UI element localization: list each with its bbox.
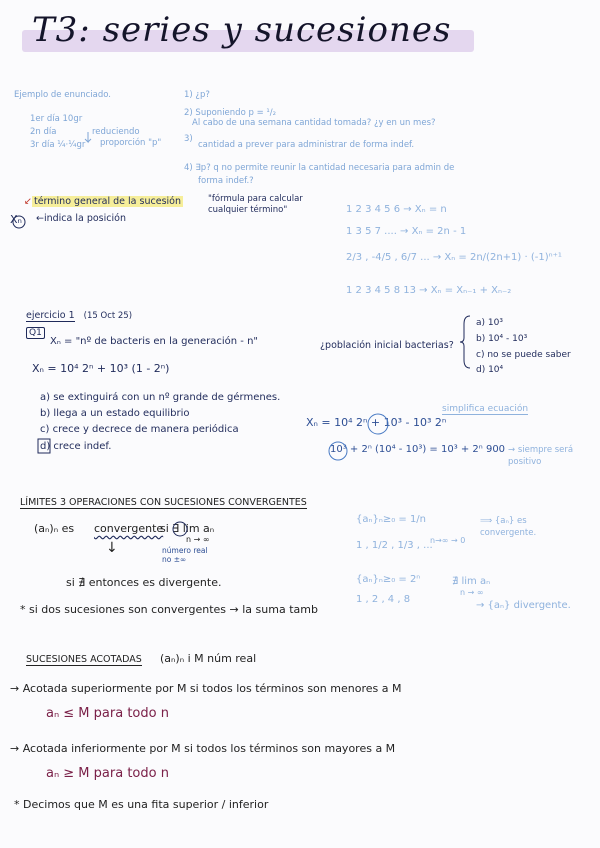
index-note: ←indica la posición (36, 213, 126, 224)
general-term-label: ↙ término general de la sucesión (24, 196, 181, 207)
index-note-text: indica la posición (43, 213, 126, 224)
example-day1: 1er día 10gr (30, 114, 83, 124)
side-example-1d: ⟹ {aₙ} es convergente. (480, 516, 537, 538)
formula-note: "fórmula para calcular cualquier término" (208, 194, 303, 215)
bounded-note: * Decimos que M es una fita superior / inferior (14, 798, 269, 811)
term-circle-1 (368, 414, 388, 434)
exercise-date: (15 Oct 25) (83, 311, 133, 321)
side-example-2e: → {aₙ} divergente. (476, 600, 571, 611)
side-example-1c: n→∞ → 0 (430, 536, 466, 545)
limits-divergent: si ∄ entonces es divergente. (66, 576, 222, 589)
xn-text: Xₙ (10, 213, 22, 226)
question-4a: 4) ∃p? q no permite reunir la cantidad necesaria para admin de (184, 163, 455, 173)
bounded-lower-formula: aₙ ≥ M para todo n (46, 766, 169, 781)
question-4b: forma indef.? (198, 176, 254, 186)
limits-convergent: convergente (94, 522, 164, 535)
example-day2: 2n día (30, 127, 57, 137)
limits-line1-a: (aₙ)ₙ es (34, 522, 75, 535)
bounded-definition: (aₙ)ₙ i M núm real (160, 652, 257, 665)
q1-label: Q1 (26, 327, 45, 339)
answer-a: a) se extinguirá con un nº grande de gérmenes. (40, 392, 281, 403)
exercise-formula: Xₙ = 10⁴ 2ⁿ + 10³ (1 - 2ⁿ) (32, 362, 170, 375)
question-1: 1) ¿p? (184, 90, 210, 100)
example-reducing: reduciendo (92, 127, 140, 137)
side-example-2b: 1 , 2 , 4 , 8 (356, 594, 411, 605)
bounded-heading-text: SUCESIONES ACOTADAS (26, 654, 142, 665)
side-example-2d: n → ∞ (460, 588, 484, 597)
example-heading: Ejemplo de enunciado. (14, 90, 112, 100)
answer-b: b) llega a un estado equilibrio (40, 408, 190, 419)
option-c: c) no se puede saber (476, 350, 571, 360)
limits-line1-b: si ∃ lim aₙ (160, 522, 215, 535)
example-day3: 3r día ¼·¼gr (30, 140, 86, 150)
limits-heading-text: LÍMITES 3 OPERACIONES CON SUCESIONES CONVERGENTES (20, 497, 307, 508)
side-example-1b: 1 , 1/2 , 1/3 , ... (356, 540, 433, 551)
exercise-title: ejercicio 1 (26, 310, 75, 321)
reducing-arrow-icon (85, 132, 91, 142)
bounded-lower: → Acotada inferiormente por M si todos los términos son mayores a M (10, 742, 396, 755)
term-circle-2 (329, 442, 347, 460)
exists-circle (173, 522, 187, 536)
limits-sum-note: * si dos sucesiones son convergentes → la suma tamb (20, 603, 318, 616)
question-3a: 3) (184, 134, 193, 144)
simplify-eq-1: Xₙ = 10⁴ 2ⁿ + 10³ - 10³ 2ⁿ (306, 416, 447, 429)
real-number-note: número real no ±∞ (162, 546, 208, 564)
example-proportion: proporción "p" (100, 138, 162, 148)
index-circle (13, 216, 25, 228)
options-brace (460, 316, 470, 368)
side-example-2a: {aₙ}ₙ≥₀ = 2ⁿ (356, 574, 421, 585)
question-2a: 2) Suponiendo p = ¹/₂ (184, 108, 277, 118)
exercise-description: Xₙ = "nº de bacteris en la generación - n" (50, 336, 259, 347)
side-example-1a: {aₙ}ₙ≥₀ = 1/n (356, 514, 427, 525)
bounded-upper-formula: aₙ ≤ M para todo n (46, 706, 169, 721)
always-positive-note: → siempre será positivo (508, 445, 574, 467)
page-title: T3: series y sucesiones (32, 10, 452, 50)
side-example-2c: ∄ lim aₙ (452, 576, 491, 587)
initial-population-question: ¿población inicial bacterias? (320, 340, 454, 351)
option-b: b) 10⁴ - 10³ (476, 334, 528, 344)
answer-d-box (38, 439, 50, 453)
answer-c: c) crece y decrece de manera periódica (40, 424, 239, 435)
general-term-text: término general de la sucesión (33, 196, 181, 207)
down-arrow-icon: ↓ (106, 540, 118, 556)
sequence-3: 2/3 , -4/5 , 6/7 ... → Xₙ = 2n/(2n+1) · (-1)ⁿ⁺¹ (346, 252, 562, 263)
answer-d: d) crece indef. (40, 441, 112, 452)
simplify-note-text: simplifica ecuación (442, 404, 529, 414)
bounded-upper: → Acotada superiormente por M si todos los términos son menores a M (10, 682, 402, 695)
sequence-1: 1 2 3 4 5 6 → Xₙ = n (346, 204, 447, 215)
sequence-2: 1 3 5 7 .... → Xₙ = 2n - 1 (346, 226, 467, 237)
question-3b: cantidad a prever para administrar de forma indef. (198, 140, 415, 150)
question-2b: Al cabo de una semana cantidad tomada? ¿y en un mes? (192, 118, 436, 128)
option-a: a) 10³ (476, 318, 503, 328)
sequence-4: 1 2 3 4 5 8 13 → Xₙ = Xₙ₋₁ + Xₙ₋₂ (346, 285, 512, 296)
limits-subscript: n → ∞ (186, 535, 210, 544)
simplify-eq-2: 10³ + 2ⁿ (10⁴ - 10³) = 10³ + 2ⁿ 900 (330, 444, 506, 455)
option-d: d) 10⁴ (476, 365, 504, 375)
